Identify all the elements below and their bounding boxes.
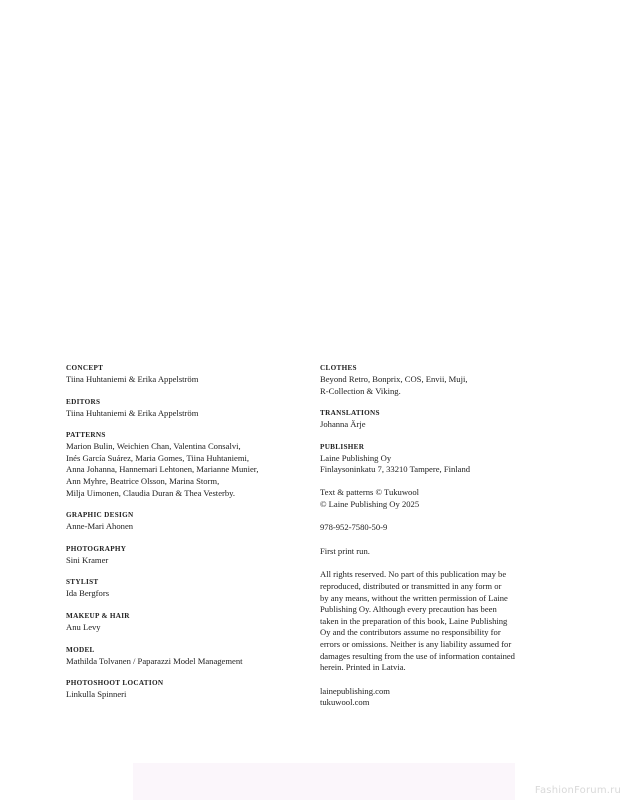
value-line: Mathilda Tolvanen / Paparazzi Model Management: [66, 655, 243, 666]
credits-left-column: [66, 363, 306, 712]
website-line: lainepublishing.com: [320, 685, 390, 696]
credit-publisher: [320, 442, 555, 476]
value-line: Laine Publishing Oy: [320, 452, 392, 463]
section-label: PATTERNS: [66, 431, 106, 440]
section-value: [66, 689, 306, 701]
value-line: Anna Johanna, Hannemari Lehtonen, Marianne Munier,: [66, 464, 259, 475]
section-value: [66, 656, 306, 668]
credit-photoshoot-location: [66, 678, 306, 701]
rights-line: All rights reserved. No part of this publication may be: [320, 569, 507, 580]
rights-line: by any means, without the written permission of Laine: [320, 592, 508, 603]
watermark: FashionForum.ru: [534, 785, 621, 796]
value-line: Tiina Huhtaniemi & Erika Appelström: [66, 374, 199, 384]
section-label: CLOTHES: [320, 364, 357, 372]
value-line: Anne-Mari Ahonen: [66, 521, 134, 532]
rights-line: reproduced, distributed or transmitted in any form or: [320, 580, 502, 591]
value-line: Ann Myhre, Beatrice Olsson, Marina Storm,: [66, 475, 220, 486]
value-line: Marion Bulin, Weichien Chan, Valentina Consalvi,: [66, 441, 241, 452]
rights-line: taken in the preparation of this book, Laine Publishing: [320, 615, 508, 626]
value-line: Ida Bergfors: [66, 588, 110, 599]
value-line: Anu Levy: [66, 621, 101, 632]
credit-clothes: [320, 363, 555, 397]
rights-statement: [320, 569, 555, 673]
copyright-line: © Laine Publishing Oy 2025: [320, 498, 420, 509]
value-line: Inés García Suárez, Maria Gomes, Tiina Huhtaniemi,: [66, 452, 250, 463]
value-line: Johanna Ärje: [320, 419, 366, 430]
value-line: Finlaysoninkatu 7, 33210 Tampere, Finland: [320, 464, 471, 475]
print-run: First print run.: [320, 545, 370, 556]
section-label: TRANSLATIONS: [320, 409, 380, 418]
isbn: 978-952-7580-50-9: [320, 522, 388, 533]
value-line: R-Collection & Viking.: [320, 385, 401, 396]
section-value: [66, 374, 306, 386]
credit-editors: [66, 397, 306, 420]
rights-line: Publishing Oy. Although every precaution has been: [320, 604, 497, 615]
value-line: Milja Uimonen, Claudia Duran & Thea Vesterby.: [66, 487, 236, 498]
rights-line: errors or omissions. Neither is any liability assumed for: [320, 638, 512, 649]
section-value: [66, 588, 306, 600]
section-label: MODEL: [66, 645, 95, 654]
credit-stylist: [66, 577, 306, 600]
rights-line: Oy and the contributors assume no responsibility for: [320, 627, 501, 638]
rights-line: damages resulting from the use of information contained: [320, 650, 515, 661]
footer-band: [133, 763, 515, 800]
credit-makeup-hair: [66, 611, 306, 634]
website-line: tukuwool.com: [320, 697, 370, 708]
websites: [320, 686, 555, 709]
credit-concept: [66, 363, 306, 386]
credit-graphic-design: [66, 510, 306, 533]
section-label: GRAPHIC DESIGN: [66, 511, 134, 520]
section-value: [320, 374, 555, 397]
rights-line: herein. Printed in Latvia.: [320, 662, 406, 673]
section-value: [66, 521, 306, 533]
credit-model: [66, 645, 306, 668]
value-line: Sini Kramer: [66, 554, 109, 565]
credit-patterns: [66, 430, 306, 499]
section-label: PHOTOSHOOT LOCATION: [66, 679, 164, 688]
copyright-notice: [320, 487, 555, 510]
credits-right-column: [320, 363, 555, 721]
section-value: [320, 453, 555, 476]
section-label: EDITORS: [66, 397, 101, 406]
section-label: PUBLISHER: [320, 442, 365, 451]
copyright-line: Text & patterns © Tukuwool: [320, 486, 420, 497]
section-label: CONCEPT: [66, 364, 104, 372]
section-value: [66, 441, 306, 499]
section-value: [66, 408, 306, 420]
value-line: Linkulla Spinneri: [66, 689, 127, 700]
credit-photography: [66, 544, 306, 567]
section-value: [66, 622, 306, 634]
credit-translations: [320, 408, 555, 431]
value-line: Tiina Huhtaniemi & Erika Appelström: [66, 407, 199, 418]
section-value: [66, 555, 306, 567]
section-label: PHOTOGRAPHY: [66, 544, 127, 553]
value-line: Beyond Retro, Bonprix, COS, Envii, Muji,: [320, 374, 468, 384]
section-value: [320, 419, 555, 431]
section-label: STYLIST: [66, 578, 99, 587]
section-label: MAKEUP & HAIR: [66, 611, 130, 620]
